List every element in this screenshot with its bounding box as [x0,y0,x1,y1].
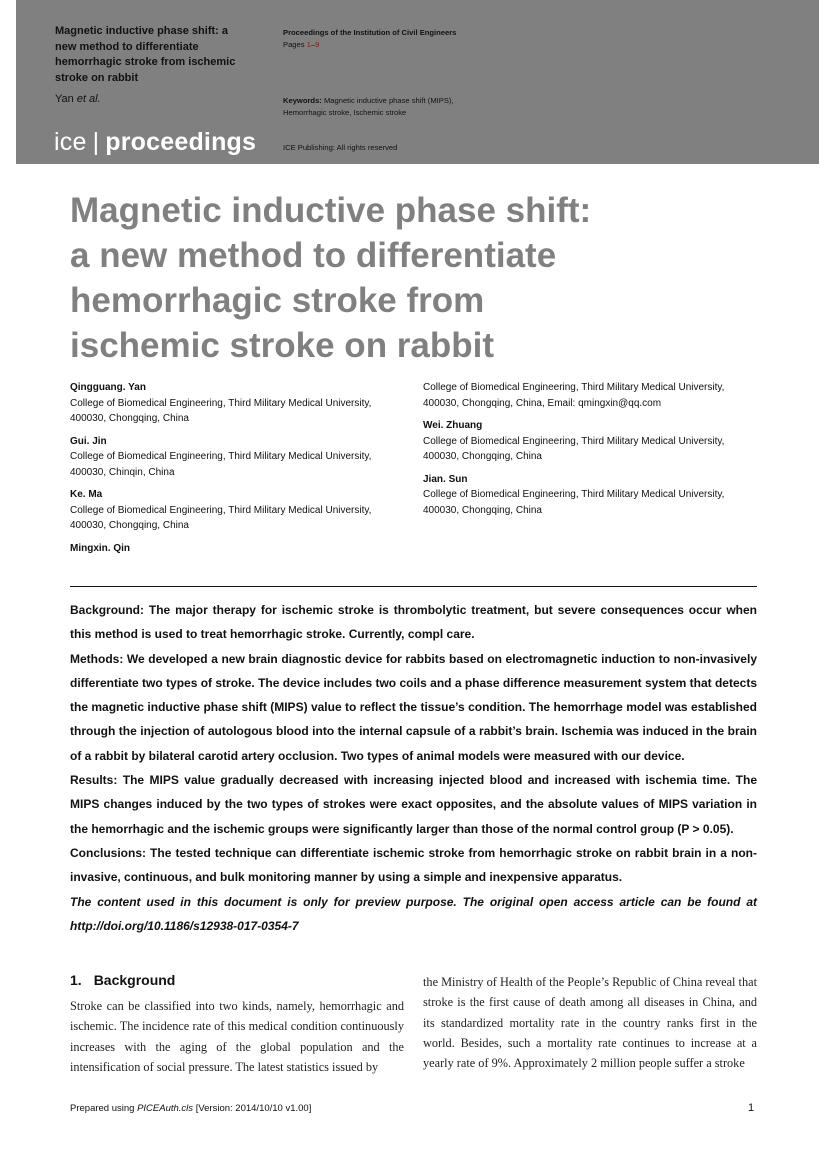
title-line: Magnetic inductive phase shift: [70,191,592,230]
author-affiliation: College of Biomedical Engineering, Third Military Medical University, 400030, Chinqin, China [70,451,372,478]
keywords [283,95,493,119]
running-authors-etal: et al. [76,93,101,105]
section-number: 1. [70,972,82,988]
author-name: Mingxin. Qin [70,542,130,554]
author-block [70,541,388,557]
running-title: Magnetic inductive phase shift: a new method to differentiate hemorrhagic stroke from ischemic stroke on rabbit [55,25,236,84]
author-name: Gui. Jin [70,435,107,447]
title-line: ischemic stroke on rabbit [70,326,495,365]
author-block [423,472,741,519]
pages-label: Pages [283,40,305,49]
journal-info [283,27,456,51]
running-authors-name: Yan [55,93,74,105]
abstract-conclusions: Conclusions: The tested technique can differentiate ischemic stroke from hemorrhagic stroke on rabbit brain in a non-invasive, continuous, and bulk monitoring manner by using a simple and inexpensive apparatus. [70,845,757,885]
abstract-methods: Methods: We developed a new brain diagnostic device for rabbits based on electromagnetic induction to non-invasively differentiate two types of stroke. The device includes two coils and a phase difference measurement system that detects the magnetic inductive phase shift (MIPS) value to reflect the tissue’s condition. The hemorrhage model was established through the injection of autologous blood into the internal capsule of a rabbit’s brain. Ischemia was induced in the brain of a rabbit by bilateral carotid artery occlusion. Two types of animal models were measured with our device. [70,651,757,763]
author-name: Wei. Zhuang [423,420,483,431]
logo-proceedings: proceedings [105,128,257,156]
page-number: 1 [748,1102,755,1114]
author-block [70,487,388,534]
keywords-label: Keywords: [283,96,322,105]
authors-right-column [423,380,741,525]
author-name: Qingguang. Yan [70,382,146,393]
author-name: Jian. Sun [423,473,468,485]
pages-end-link[interactable]: 9 [315,40,320,49]
running-authors [55,93,101,105]
author-affiliation: College of Biomedical Engineering, Third Military Medical University, 400030, Chongqing, China [423,489,725,516]
body-text-left: Stroke can be classified into two kinds, namely, hemorrhagic and ischemic. The incidence rate of this medical condition continuously increases with the aging of the global population and the intensification of social pressure. The latest statistics issued by [70,999,404,1074]
body-text-right: the Ministry of Health of the People’s Republic of China reveal that stroke is the first cause of death among all diseases in China, and its standardized mortality rate in the country ranks first in the world. Besides, such a mortality rate continues to increase at a yearly rate of 9%. Approximately 2 million people suffer a stroke [423,975,757,1071]
abstract-results: Results: The MIPS value gradually decreased with increasing injected blood and increased with ischemia time. The MIPS changes induced by the two types of strokes were exact opposites, and the absolute values of MIPS variation in the hemorrhagic and the ischemic groups were significantly larger than those of the normal control group (P > 0.05). [70,773,757,836]
author-affiliation: College of Biomedical Engineering, Third Military Medical University, 400030, Chongqing, China [70,504,372,531]
keywords-text: Magnetic inductive phase shift (MIPS), Hemorrhagic stroke, Ischemic stroke [283,96,454,117]
journal-name: Proceedings of the Institution of Civil Engineers [283,28,457,37]
author-affiliation: College of Biomedical Engineering, Third Military Medical University, 400030, Chongqing, China [423,435,725,462]
section-title: Background [93,972,176,988]
author-block [423,380,741,411]
paper-title [70,188,630,368]
author-name: Ke. Ma [70,489,103,500]
abstract [70,598,757,938]
abstract-divider [70,586,757,587]
author-block [70,434,388,481]
section-heading [70,972,175,988]
author-block [70,380,388,427]
page-range [283,39,456,51]
footer-version: [Version: 2014/10/10 v1.00] [195,1103,312,1114]
logo-ice: ice [54,128,87,156]
logo-separator: | [92,128,100,156]
author-block [423,418,741,465]
title-line: a new method to differentiate [70,236,557,275]
pages-dash: – [310,40,316,49]
abstract-background: Background: The major therapy for ischemic stroke is thrombolytic treatment, but severe consequences occur when this method is used to treat hemorrhagic stroke. Currently, compl care. [70,603,757,642]
author-affiliation: College of Biomedical Engineering, Third Military Medical University, 400030, Chongqing, China, Email: qmingxin@qq.com [423,382,725,409]
ice-proceedings-logo [54,128,256,157]
footer [70,1103,311,1114]
title-line: hemorrhagic stroke from [70,281,485,320]
footer-prepared: Prepared using [70,1103,135,1114]
preview-note: The content used in this document is only for preview purpose. The original open access article can be found at http://doi.org/10.1186/s12938-017-0354-7 [70,894,757,933]
author-affiliation: College of Biomedical Engineering, Third Military Medical University, 400030, Chongqing, China [70,397,372,424]
pages-start-link[interactable]: 1 [306,40,311,49]
authors-left-column [70,380,388,563]
footer-cls: PICEAuth.cls [137,1103,194,1114]
publisher-rights: ICE Publishing: All rights reserved [283,143,398,152]
